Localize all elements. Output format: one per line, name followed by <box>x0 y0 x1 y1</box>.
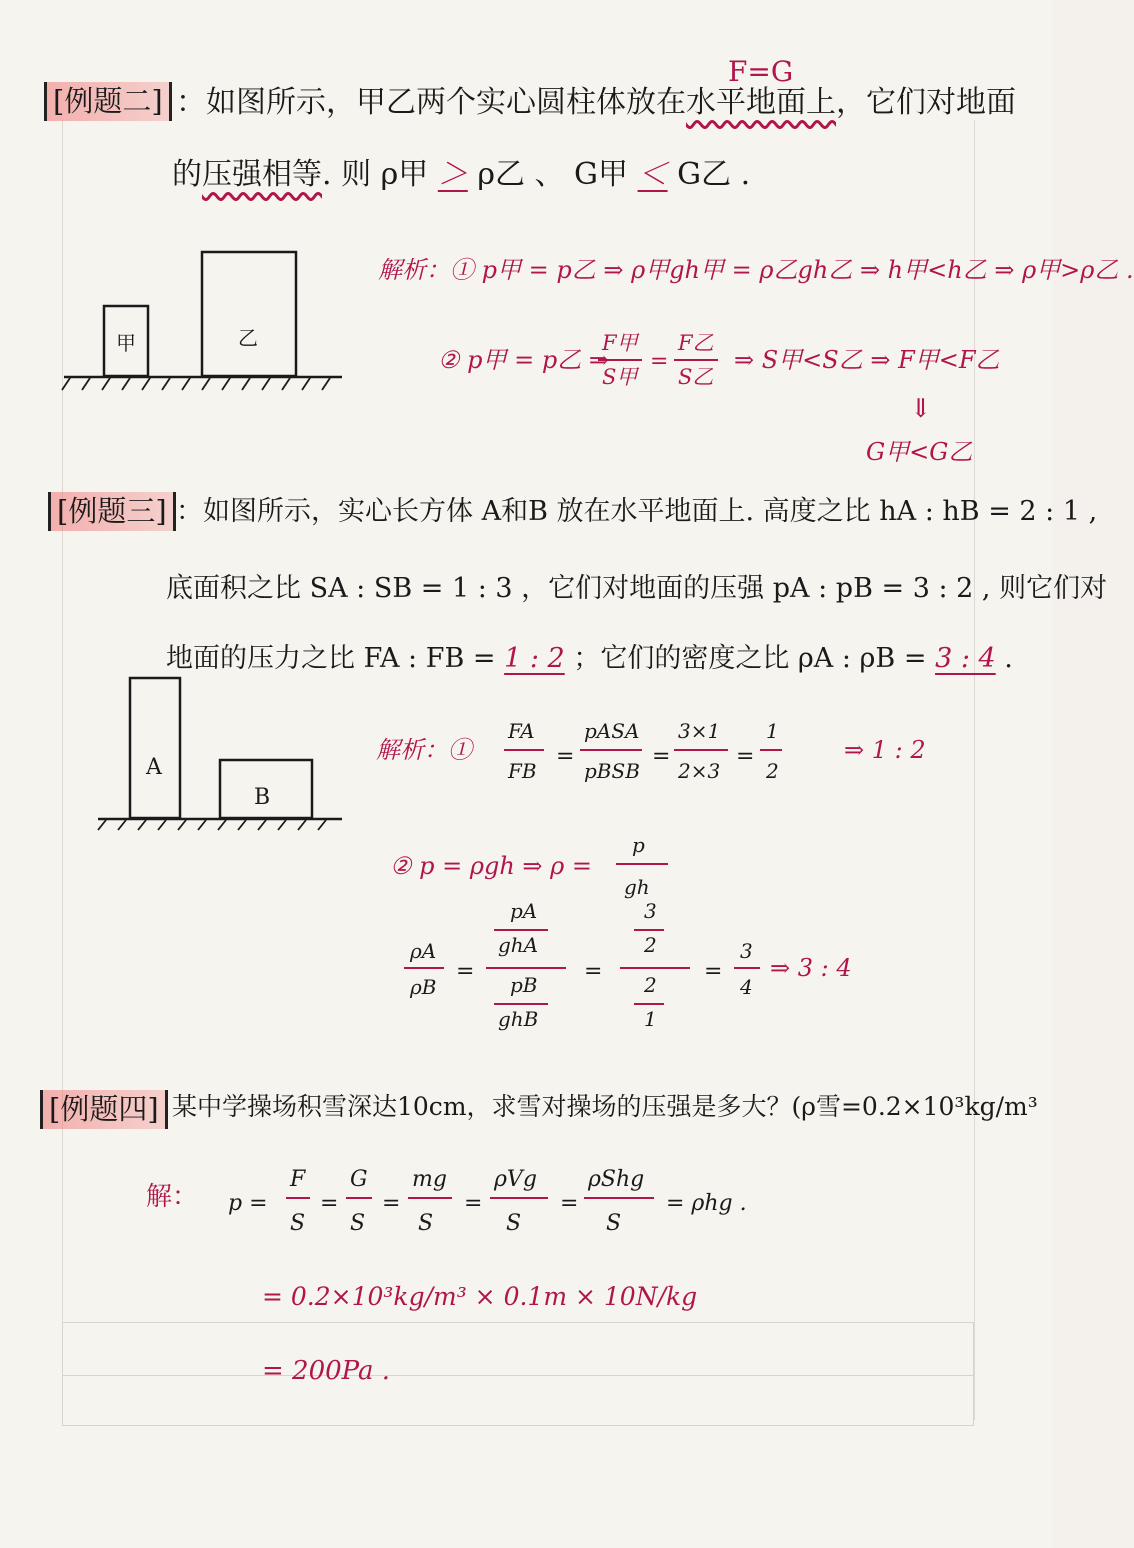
svg-text:FA: FA <box>508 719 535 743</box>
example-3-solution-2-fraction <box>610 824 680 904</box>
svg-text:p =: p = <box>228 1191 268 1216</box>
svg-text:ρShg: ρShg <box>588 1167 645 1192</box>
label-b: B <box>254 785 271 810</box>
svg-text:gh: gh <box>624 875 650 899</box>
example-3-tag: [例题三] <box>48 492 176 531</box>
svg-text:F乙: F乙 <box>678 331 714 355</box>
svg-text:3: 3 <box>644 899 657 923</box>
example-2-solution-1: 解析：① p甲 = p乙 ⇒ ρ甲gh甲 = ρ乙gh乙 ⇒ h甲<h乙 ⇒ ρ甲>ρ乙 . <box>378 256 1134 284</box>
svg-text:3: 3 <box>740 939 753 963</box>
svg-text:2×3: 2×3 <box>678 759 721 783</box>
svg-text:=: = <box>652 744 671 769</box>
svg-text:4: 4 <box>740 975 753 999</box>
example-2-figure <box>60 240 350 400</box>
svg-text:2: 2 <box>766 759 779 783</box>
svg-text:=: = <box>556 744 575 769</box>
example-3-question-line2: 底面积之比 SA : SB = 1 : 3 ，它们对地面的压强 pA : pB = 3 : 2 , 则它们对 <box>166 573 1108 604</box>
label-yi: 乙 <box>238 326 258 350</box>
svg-text:S乙: S乙 <box>678 365 714 389</box>
svg-text:FB: FB <box>508 759 537 783</box>
svg-text:2: 2 <box>644 933 657 957</box>
svg-text:1: 1 <box>766 719 779 743</box>
svg-text:=: = <box>736 744 755 769</box>
example-2-question-line1: ：如图所示，甲乙两个实心圆柱体放在水平地面上，它们对地面 <box>176 85 1016 120</box>
page-margin-right <box>974 120 975 1420</box>
svg-text:ρA: ρA <box>410 939 437 963</box>
svg-text:3×1: 3×1 <box>678 719 721 743</box>
svg-text:ρVg: ρVg <box>494 1167 537 1192</box>
svg-text:=: = <box>320 1191 339 1216</box>
example-2-solution-2-lead: ② p甲 = p乙 ⇒ <box>438 346 609 374</box>
svg-text:G: G <box>350 1167 368 1192</box>
example-3-solution-3-end: ⇒ 3 : 4 <box>770 954 852 982</box>
example-2-answer-1: ＞ <box>437 157 468 192</box>
svg-text:= ρhg .: = ρhg . <box>666 1191 747 1216</box>
example-2-tag: [例题二] <box>44 82 172 121</box>
label-jia: 甲 <box>116 331 136 355</box>
example-4-question: 某中学操场积雪深达10cm，求雪对操场的压强是多大？(ρ雪=0.2×10³kg/m³ <box>172 1092 1038 1121</box>
faint-form-table <box>62 1322 974 1426</box>
example-4-solution-line2: = 0.2×10³kg/m³ × 0.1m × 10N/kg <box>262 1282 698 1311</box>
block-a <box>130 678 180 818</box>
svg-text:ghA: ghA <box>498 933 539 957</box>
svg-text:=: = <box>584 959 603 984</box>
example-3-question-line3: 地面的压力之比 FA : FB = 1 : 2 ；它们的密度之比 ρA : ρB = 3 : 4 . <box>166 643 1013 674</box>
example-4-solution-line3: = 200Pa . <box>262 1356 391 1386</box>
svg-text:1: 1 <box>644 1007 657 1031</box>
svg-text:S: S <box>418 1211 434 1236</box>
svg-text:pB: pB <box>510 973 538 997</box>
svg-text:p: p <box>632 833 645 857</box>
label-a: A <box>146 755 162 780</box>
svg-text:=: = <box>456 959 475 984</box>
example-4-solution-fractions <box>226 1156 806 1246</box>
example-3-solution-1-end: ⇒ 1 : 2 <box>844 736 926 764</box>
svg-text:F: F <box>290 1167 306 1192</box>
block-yi <box>202 252 296 376</box>
example-3-answer-2: 3 : 4 <box>935 643 996 674</box>
example-2-note: F=G <box>728 55 794 88</box>
svg-text:=: = <box>650 349 669 374</box>
example-4-solution-label: 解： <box>146 1182 199 1212</box>
svg-text:S: S <box>350 1211 366 1236</box>
svg-text:=: = <box>704 959 723 984</box>
svg-text:mg: mg <box>412 1167 447 1192</box>
example-2-question-line2: 的压强相等. 则 ρ甲 ＞ ρ乙 、 G甲 ＜ G乙 . <box>172 157 751 192</box>
example-2-answer-2: ＜ <box>637 157 668 192</box>
example-3-solution-1-label: 解析：① <box>376 736 472 764</box>
svg-text:ρB: ρB <box>410 975 437 999</box>
example-4-tag: [例题四] <box>40 1090 168 1129</box>
svg-text:pBSB: pBSB <box>584 759 640 783</box>
svg-text:2: 2 <box>644 973 657 997</box>
example-2-solution-2-fraction <box>596 322 736 402</box>
svg-text:S: S <box>606 1211 622 1236</box>
svg-text:=: = <box>464 1191 483 1216</box>
svg-text:=: = <box>382 1191 401 1216</box>
example-3-solution-1-fractions <box>500 708 800 798</box>
svg-text:S甲: S甲 <box>602 365 638 389</box>
svg-text:pASA: pASA <box>584 719 640 743</box>
svg-text:ghB: ghB <box>498 1007 539 1031</box>
svg-text:F甲: F甲 <box>602 331 638 355</box>
svg-text:pA: pA <box>510 899 538 923</box>
svg-text:S: S <box>506 1211 522 1236</box>
example-3-solution-2: ② p = ρgh ⇒ ρ = <box>390 852 593 880</box>
svg-text:S: S <box>290 1211 306 1236</box>
svg-text:=: = <box>560 1191 579 1216</box>
example-3-question-line1: ：如图所示，实心长方体 A和B 放在水平地面上. 高度之比 hA : hB = 2 : 1 , <box>176 496 1098 527</box>
example-2-solution-2-rest: ⇒ S甲<S乙 ⇒ F甲<F乙 <box>734 346 1000 374</box>
example-3-answer-1: 1 : 2 <box>504 643 565 674</box>
example-2-arrow: ⇓ <box>910 394 932 424</box>
example-2-solution-2-end: G甲<G乙 <box>866 438 973 466</box>
example-3-figure <box>96 674 346 834</box>
